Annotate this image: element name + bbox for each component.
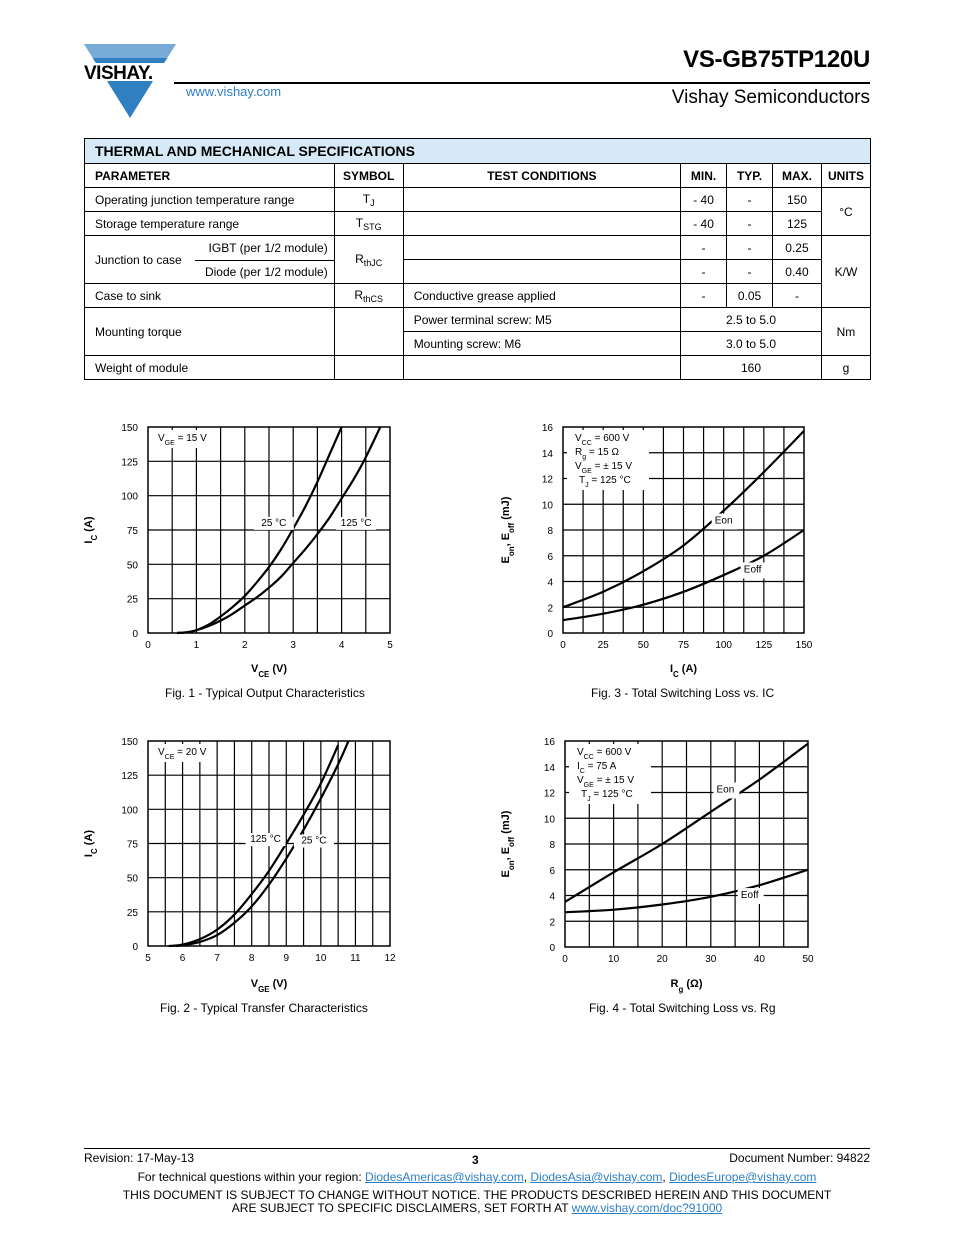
fig4-y-tick-label: 2 xyxy=(549,917,555,929)
email-asia-link[interactable]: DiodesAsia@vishay.com xyxy=(530,1170,663,1184)
fig4-x-tick-label: 50 xyxy=(802,954,814,965)
fig1-y-axis-label: $I_C$ (A) xyxy=(83,516,99,544)
cond-cell: Conductive grease applied xyxy=(403,284,680,308)
fig1-x-axis-label: $V_{CE}$ (V) xyxy=(250,663,288,679)
min-cell: - 40 xyxy=(681,212,727,236)
fig4-caption: Fig. 4 - Total Switching Loss vs. Rg xyxy=(589,1001,776,1015)
typ-cell: 0.05 xyxy=(727,284,773,308)
param-cell: Operating junction temperature range xyxy=(85,188,335,212)
part-number: VS-GB75TP120U xyxy=(683,46,870,73)
fig2-caption: Fig. 2 - Typical Transfer Characteristics xyxy=(160,1001,368,1015)
fig3-series-1-label: 25 °C xyxy=(301,835,327,847)
min-cell: - xyxy=(681,236,727,260)
fig4-series-1-label: Eoff xyxy=(740,890,759,902)
fig2-x-tick-label: 75 xyxy=(677,640,690,651)
fig2-y-tick-label: 16 xyxy=(541,423,553,434)
typ-cell: - xyxy=(727,188,773,212)
symbol-cell: $R_{thJC}$ xyxy=(334,236,403,284)
fig3-x-tick-label: 11 xyxy=(350,953,361,964)
fig4-y-tick-label: 8 xyxy=(549,840,555,851)
fig1-y-tick-label: 50 xyxy=(126,560,138,572)
fig4-x-tick-label: 40 xyxy=(753,954,765,965)
fig3-caption: Fig. 3 - Total Switching Loss vs. IC xyxy=(591,686,775,700)
fig2-x-tick-label: 150 xyxy=(795,640,813,651)
typ-cell: - xyxy=(727,236,773,260)
fig2-annotation: $V_{CC} = 600$ V xyxy=(575,433,630,447)
fig3-x-tick-label: 7 xyxy=(214,953,220,964)
contact-line: For technical questions within your region: DiodesAmericas@vishay.com, DiodesAsia@vishay.com, DiodesEurope@vishay.com xyxy=(137,1170,817,1184)
min-cell: - xyxy=(681,260,727,284)
fig2-y-tick-label: 14 xyxy=(541,448,553,460)
unit-cell: K/W xyxy=(821,236,870,308)
fig1-x-tick-label: 0 xyxy=(145,640,151,651)
fig3-y-tick-label: 50 xyxy=(126,873,138,885)
fig1-y-tick-label: 75 xyxy=(126,526,138,537)
fig3-x-tick-label: 6 xyxy=(179,953,186,964)
fig4-x-tick-label: 10 xyxy=(608,954,620,965)
fig2-y-tick-label: 0 xyxy=(547,629,553,640)
page-number: 3 xyxy=(472,1153,479,1167)
fig3-y-tick-label: 100 xyxy=(121,805,138,817)
table-title: THERMAL AND MECHANICAL SPECIFICATIONS xyxy=(85,139,871,164)
fig1-y-tick-label: 125 xyxy=(121,457,138,469)
fig2-x-tick-label: 125 xyxy=(755,640,773,651)
fig1-x-tick-label: 4 xyxy=(338,640,345,651)
fig3-y-tick-label: 25 xyxy=(126,907,138,919)
max-cell: 0.25 xyxy=(773,236,822,260)
col-header: MAX. xyxy=(773,164,822,188)
fig2-y-tick-label: 12 xyxy=(541,474,553,486)
fig1-y-tick-label: 100 xyxy=(121,491,138,503)
max-cell: - xyxy=(773,284,822,308)
fig1-series-1-label: 125 °C xyxy=(340,517,372,529)
typ-cell: - xyxy=(727,260,773,284)
fig4-y-tick-label: 10 xyxy=(543,814,555,826)
fig2-series-0-label: Eon xyxy=(714,515,733,527)
fig2-x-tick-label: 0 xyxy=(560,640,566,651)
fig3-annotation: $V_{CE} = 20$ V xyxy=(158,747,207,761)
fig3-x-tick-label: 5 xyxy=(145,953,151,964)
disclaimer-line-2: ARE SUBJECT TO SPECIFIC DISCLAIMERS, SET FORTH AT www.vishay.com/doc?91000 xyxy=(231,1201,723,1215)
param-cell: Weight of module xyxy=(85,356,335,380)
logo-text: VISHAY. xyxy=(84,63,153,84)
fig3-x-tick-label: 10 xyxy=(315,953,327,964)
igbt-label: IGBT (per 1/2 module) xyxy=(195,237,334,261)
cond-cell: Mounting screw: M6 xyxy=(403,332,680,356)
fig4-annotation: $I_C = 75$ A xyxy=(577,761,617,775)
fig1-y-tick-label: 0 xyxy=(132,629,138,640)
fig4-y-tick-label: 16 xyxy=(543,737,555,748)
fig3-x-tick-label: 8 xyxy=(248,953,255,964)
fig4-y-tick-label: 0 xyxy=(549,943,555,954)
col-header: MIN. xyxy=(681,164,727,188)
fig4-x-tick-label: 0 xyxy=(562,954,568,965)
document-number: Document Number: 94822 xyxy=(729,1151,870,1165)
fig1-x-tick-label: 2 xyxy=(242,640,248,651)
max-cell: 0.40 xyxy=(773,260,822,284)
fig4-x-axis-label: $R_g$ (Ω) xyxy=(670,978,703,994)
col-header: TEST CONDITIONS xyxy=(403,164,680,188)
min-cell: - xyxy=(681,284,727,308)
fig1-caption: Fig. 1 - Typical Output Characteristics xyxy=(165,686,365,700)
symbol-cell: $T_{STG}$ xyxy=(334,212,403,236)
diode-label: Diode (per 1/2 module) xyxy=(204,264,328,279)
fig2-annotation: $T_J = 125$ °C xyxy=(579,475,631,489)
value-cell: 3.0 to 5.0 xyxy=(681,332,822,356)
fig4-x-tick-label: 20 xyxy=(656,954,668,965)
fig1-x-tick-label: 1 xyxy=(193,640,200,651)
fig3-y-tick-label: 125 xyxy=(121,771,138,783)
fig4-y-tick-label: 4 xyxy=(549,891,555,903)
fig4-series-0-label: Eon xyxy=(716,784,735,796)
fig1-annotation: $V_{GE} = 15$ V xyxy=(158,433,207,447)
symbol-cell: $T_J$ xyxy=(334,188,403,212)
fig1-y-tick-label: 150 xyxy=(121,423,138,434)
fig4-y-tick-label: 12 xyxy=(543,788,555,800)
fig4-y-tick-label: 6 xyxy=(549,865,555,877)
disclaimer-line-1: THIS DOCUMENT IS SUBJECT TO CHANGE WITHOUT NOTICE. THE PRODUCTS DESCRIBED HEREIN AND THIS DOCUMENT xyxy=(122,1188,832,1202)
col-header: PARAMETER xyxy=(85,164,335,188)
fig1-series-0-label: 25 °C xyxy=(261,517,287,529)
param-cell: Storage temperature range xyxy=(85,212,335,236)
col-header: SYMBOL xyxy=(334,164,403,188)
fig2-x-tick-label: 50 xyxy=(637,640,649,651)
fig4-annotation: $T_J = 125$ °C xyxy=(581,789,633,803)
value-cell: 160 xyxy=(681,356,822,380)
email-americas-link[interactable]: DiodesAmericas@vishay.com xyxy=(365,1170,524,1184)
unit-cell: g xyxy=(821,356,870,380)
fig3-x-axis-label: $V_{GE}$ (V) xyxy=(250,978,288,994)
fig2-y-tick-label: 2 xyxy=(547,603,553,615)
website-link[interactable]: www.vishay.com xyxy=(186,84,282,99)
footer-rule xyxy=(84,1148,870,1149)
fig4-x-tick-label: 30 xyxy=(705,954,717,965)
fig4-annotation: $V_{CC} = 600$ V xyxy=(577,747,632,761)
fig2-series-1-label: Eoff xyxy=(743,564,762,576)
unit-cell: °C xyxy=(821,188,870,236)
fig3-y-tick-label: 0 xyxy=(132,942,138,953)
revision: Revision: 17-May-13 xyxy=(84,1151,195,1165)
typ-cell: - xyxy=(727,212,773,236)
fig3-x-tick-label: 12 xyxy=(384,953,396,964)
fig2-annotation: $R_g = 15$ Ω xyxy=(575,447,619,461)
unit-cell: Nm xyxy=(821,308,870,356)
junction-label: Junction to case xyxy=(95,252,182,267)
fig2-y-tick-label: 4 xyxy=(547,577,553,589)
fig3-x-tick-label: 9 xyxy=(283,953,290,964)
fig1-x-tick-label: 3 xyxy=(290,640,296,651)
fig1-y-tick-label: 25 xyxy=(126,594,138,606)
col-header: TYP. xyxy=(727,164,773,188)
fig4-y-axis-label: $E_{on}$, $E_{off}$ (mJ) xyxy=(500,810,516,878)
fig2-y-tick-label: 6 xyxy=(547,551,553,563)
fig2-x-tick-label: 100 xyxy=(715,640,733,651)
max-cell: 125 xyxy=(773,212,822,236)
disclaimer-link[interactable]: www.vishay.com/doc?91000 xyxy=(571,1201,723,1215)
fig2-x-tick-label: 25 xyxy=(597,640,609,651)
fig4-annotation: $V_{GE}$ = ± 15 V xyxy=(577,775,635,789)
min-cell: - 40 xyxy=(681,188,727,212)
fig2-annotation: $V_{GE}$ = ± 15 V xyxy=(575,461,633,475)
fig3-y-tick-label: 150 xyxy=(121,737,138,748)
fig2-y-axis-label: $E_{on}$, $E_{off}$ (mJ) xyxy=(500,496,516,564)
fig2-y-tick-label: 8 xyxy=(547,526,553,537)
email-europe-link[interactable]: DiodesEurope@vishay.com xyxy=(669,1170,817,1184)
fig3-series-0-label: 125 °C xyxy=(250,834,281,846)
fig1-x-tick-label: 5 xyxy=(387,640,393,651)
cond-cell: Power terminal screw: M5 xyxy=(403,308,680,332)
value-cell: 2.5 to 5.0 xyxy=(681,308,822,332)
col-header: UNITS xyxy=(821,164,870,188)
fig2-y-tick-label: 10 xyxy=(541,500,553,512)
fig2-x-axis-label: $I_C$ (A) xyxy=(669,663,698,679)
fig3-y-tick-label: 75 xyxy=(126,839,138,851)
company-name: Vishay Semiconductors xyxy=(671,87,870,108)
param-cell: Case to sink xyxy=(85,284,335,308)
symbol-cell: $R_{thCS}$ xyxy=(334,284,403,308)
max-cell: 150 xyxy=(773,188,822,212)
param-cell: Mounting torque xyxy=(85,308,335,356)
fig4-y-tick-label: 14 xyxy=(543,762,555,774)
fig3-y-axis-label: $I_C$ (A) xyxy=(83,829,99,858)
